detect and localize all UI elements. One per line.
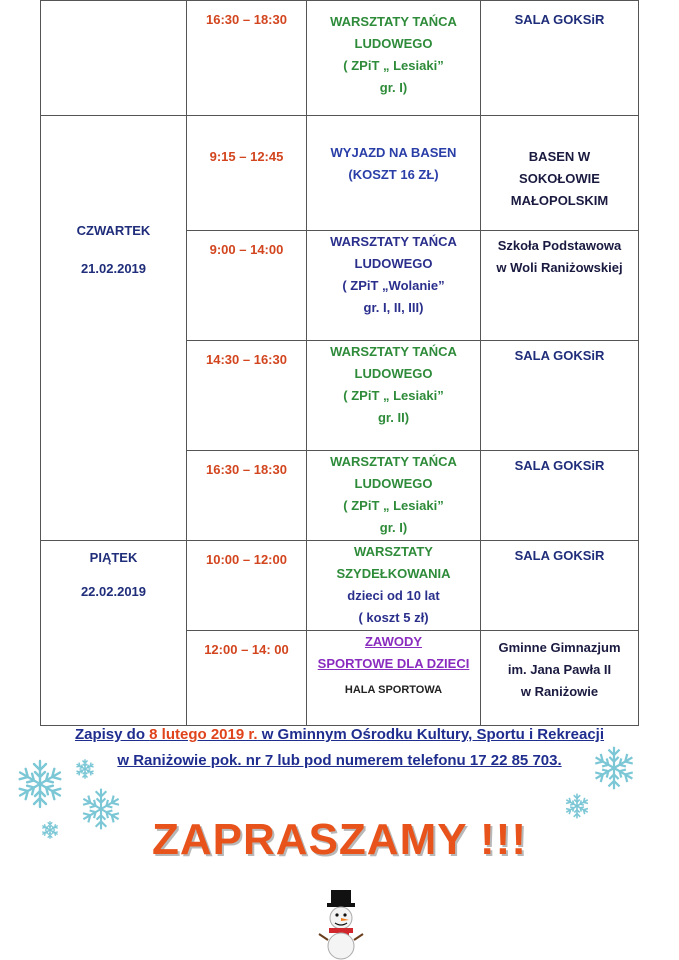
activity-line: WARSZTATY TAŃCA [330, 234, 457, 249]
registration-note-line2: w Raniżowie pok. nr 7 lub pod numerem telefonu 17 22 85 703. [117, 752, 562, 769]
activity-line: WARSZTATY TAŃCA [330, 14, 457, 29]
time-label: 9:00 – 14:00 [209, 242, 284, 257]
place-line: im. Jana Pawła II [507, 662, 612, 677]
activity-line: LUDOWEGO [354, 366, 433, 381]
activity-line: gr. I) [379, 520, 408, 535]
place-line: BASEN W [528, 149, 591, 164]
time-cell [187, 341, 307, 451]
place-cell [481, 341, 639, 451]
activity-line: LUDOWEGO [354, 256, 433, 271]
place-line: MAŁOPOLSKIM [510, 193, 609, 208]
place-cell [481, 631, 639, 726]
activity-cell [307, 116, 481, 231]
registration-note-line1 [40, 726, 639, 743]
day-cell-friday [41, 541, 187, 726]
note-text: w Gminnym Ośrodku Kultury, Sportu i Rekreacji [257, 726, 605, 743]
time-cell [187, 231, 307, 341]
activity-line: ( ZPiT „ Lesiaki” [343, 498, 444, 513]
activity-line: LUDOWEGO [354, 36, 433, 51]
time-cell [187, 1, 307, 116]
day-date: 22.02.2019 [80, 584, 147, 599]
day-date: 21.02.2019 [80, 261, 147, 276]
day-name: PIĄTEK [89, 550, 138, 565]
day-cell-thursday [41, 116, 187, 541]
place-line: SALA GOKSiR [514, 548, 605, 563]
time-label: 10:00 – 12:00 [206, 552, 287, 567]
activity-line: ( ZPiT „ Lesiaki” [343, 388, 444, 403]
time-label: 12:00 – 14: 00 [204, 642, 289, 657]
activity-cell [307, 1, 481, 116]
place-line: w Raniżowie [520, 684, 599, 699]
day-name: CZWARTEK [76, 223, 151, 238]
activity-cell [307, 231, 481, 341]
time-cell [187, 631, 307, 726]
schedule-table [40, 0, 639, 726]
note-deadline: 8 lutego 2019 r. [149, 726, 258, 743]
day-cell-empty [41, 1, 187, 116]
place-line: SALA GOKSiR [514, 12, 605, 27]
activity-line: ( ZPiT „Wolanie” [342, 278, 445, 293]
time-label: 16:30 – 18:30 [206, 462, 287, 477]
activity-line: gr. I, II, III) [363, 300, 424, 315]
place-cell [481, 231, 639, 341]
table-row [41, 1, 639, 116]
place-line: w Woli Raniżowskiej [496, 260, 623, 275]
activity-line: SZYDEŁKOWANIA [336, 566, 451, 581]
activity-line: ( koszt 5 zł) [358, 610, 429, 625]
table-row [41, 116, 639, 231]
activity-line: LUDOWEGO [354, 476, 433, 491]
place-cell [481, 451, 639, 541]
activity-venue: HALA SPORTOWA [344, 684, 443, 696]
time-label: 16:30 – 18:30 [206, 12, 287, 27]
place-line: Gminne Gimnazjum [498, 640, 621, 655]
activity-line: gr. II) [377, 410, 410, 425]
table-row [41, 541, 639, 631]
snowflake-icon [74, 758, 96, 780]
activity-line: WARSZTATY [354, 544, 433, 559]
place-line: SALA GOKSiR [514, 458, 605, 473]
activity-cell [307, 541, 481, 631]
activity-line: (KOSZT 16 ZŁ) [348, 167, 439, 182]
activity-line: gr. I) [379, 80, 408, 95]
note-text: Zapisy do [74, 726, 150, 743]
time-label: 14:30 – 16:30 [206, 352, 287, 367]
place-line: SALA GOKSiR [514, 348, 605, 363]
place-cell [481, 541, 639, 631]
time-cell [187, 541, 307, 631]
headline: ZAPRASZAMY !!! [152, 815, 527, 864]
time-label: 9:15 – 12:45 [209, 149, 284, 164]
activity-cell [307, 451, 481, 541]
place-cell [481, 1, 639, 116]
activity-line: WYJAZD NA BASEN [330, 145, 457, 160]
place-cell [481, 116, 639, 231]
time-cell [187, 116, 307, 231]
activity-line: WARSZTATY TAŃCA [330, 454, 457, 469]
activity-link[interactable]: SPORTOWE DLA DZIECI [317, 656, 470, 671]
activity-link[interactable]: ZAWODY [364, 634, 423, 649]
place-line: Szkoła Podstawowa [497, 238, 622, 253]
time-cell [187, 451, 307, 541]
activity-line: ( ZPiT „ Lesiaki” [343, 58, 444, 73]
activity-cell [307, 341, 481, 451]
activity-line: dzieci od 10 lat [347, 588, 440, 603]
place-line: SOKOŁOWIE [519, 171, 600, 186]
activity-cell [307, 631, 481, 726]
snowman-icon [318, 888, 364, 960]
snowflake-icon [590, 744, 638, 792]
activity-line: WARSZTATY TAŃCA [330, 344, 457, 359]
snowflake-icon [14, 758, 66, 810]
